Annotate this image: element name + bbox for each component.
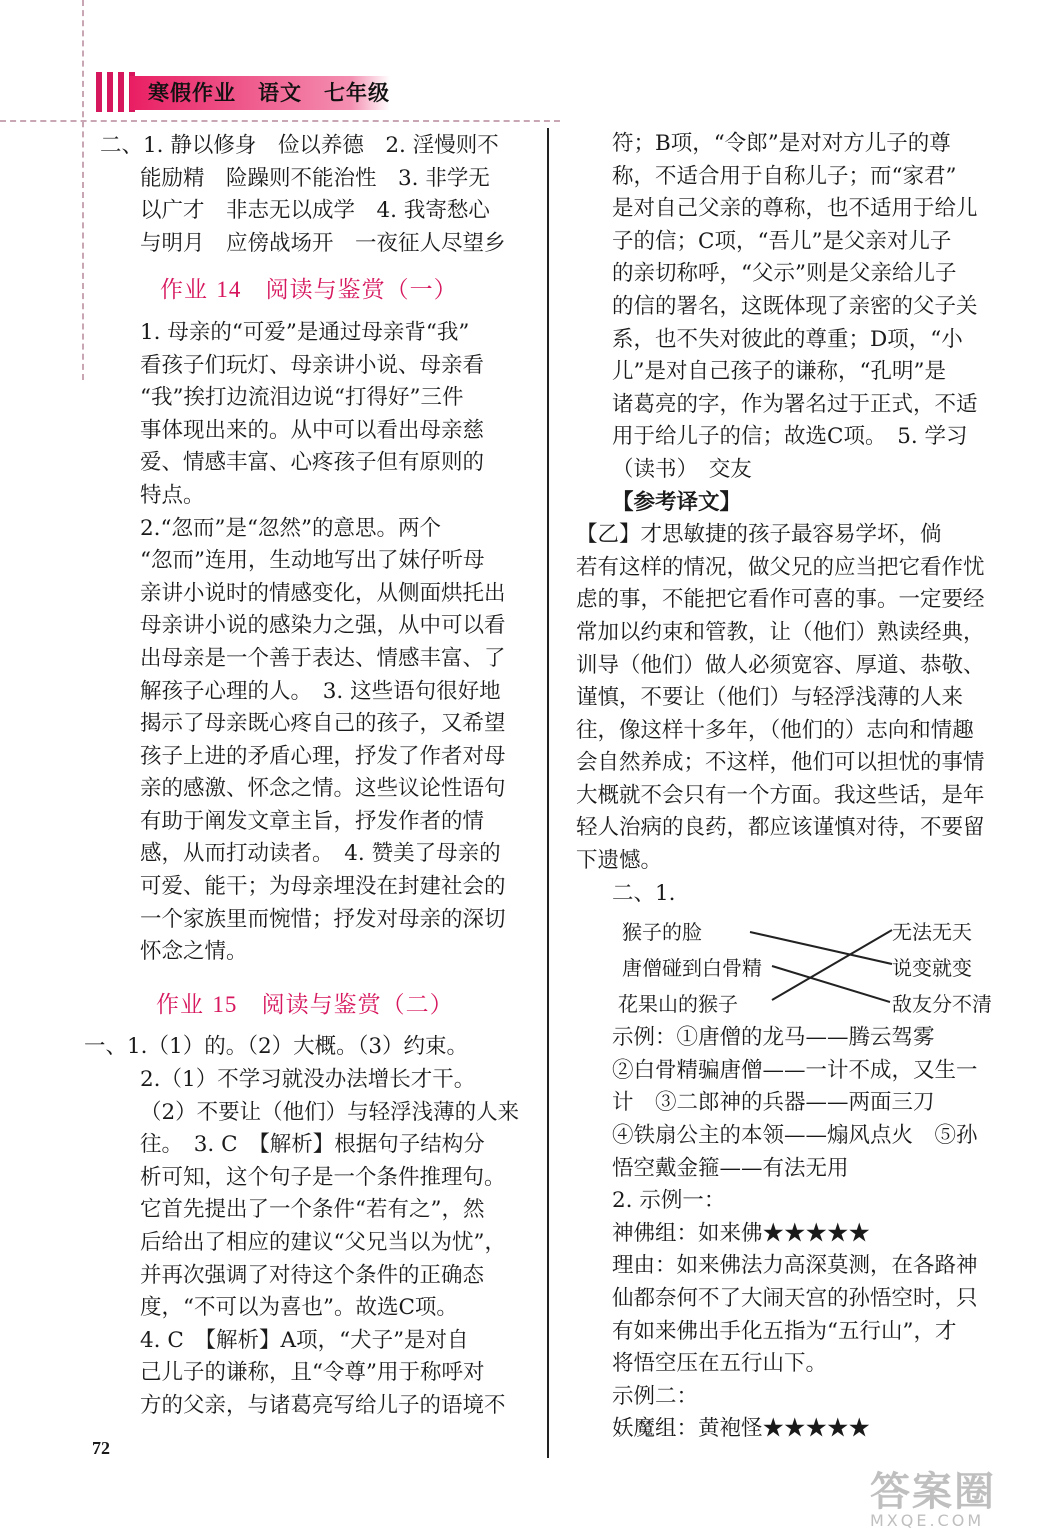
match-left-item: 猴子的脸 [622,920,702,945]
margin-dash-horizontal [0,120,560,122]
text-line: 己儿子的谦称，且“令尊”用于称呼对 [140,1360,485,1386]
text-line: 2.“忽而”是“忽然”的意思。两个 [140,515,441,541]
match-right-item: 无法无天 [892,920,972,945]
text-line: 儿”是对自己孩子的谦称，“孔明”是 [612,359,946,385]
text-line: 揭示了母亲既心疼自己的孩子，又希望 [140,711,506,737]
text-line: 有如来佛出手化五指为“五行山”，才 [612,1318,957,1344]
text-line: 2.（1）不学习就没办法增长才干。 [140,1067,476,1093]
text-line: 的亲切称呼，“父示”则是父亲给儿子 [612,261,957,287]
text-line: 示例二： [612,1383,699,1409]
text-line: 一个家族里而惋惜；抒发对母亲的深切 [140,906,506,932]
continued-answers [612,128,998,487]
right-column [576,128,998,1446]
text-line: （2）不要让（他们）与轻浮浅薄的人来 [140,1099,520,1125]
margin-dash-vertical [82,0,84,380]
left-column [84,130,528,1423]
text-line: 子的信；C项，“吾儿”是父亲对儿子 [612,228,952,254]
text-line: 它首先提出了一个条件“若有之”，然 [140,1197,485,1223]
text-line: 妖魔组：黄袍怪★★★★★ [612,1416,871,1442]
match-right-item: 说变就变 [892,956,972,981]
section-title-hw14 [100,274,528,307]
section-heading: 阅读与鉴赏（一） [265,277,458,304]
text-line: 4. C 【解析】A项，“犬子”是对自 [140,1327,469,1353]
text-line: 2. 示例一： [612,1188,726,1214]
section-heading: 阅读与鉴赏（二） [261,991,454,1018]
text-line: 诸葛亮的字，作为署名过于正式，不适 [612,391,978,417]
text-line: “忽而”连用，生动地写出了妹仔听母 [140,548,485,574]
match-line [750,932,892,964]
hw14-answers [100,317,528,969]
text-line: 系，也不失对彼此的尊重；D项，“小 [612,326,963,352]
text-line: 往。 3. C 【解析】根据句子结构分 [140,1132,485,1158]
match-right-item: 敌友分不清 [892,992,992,1017]
hw15-answers [84,1031,528,1422]
text-line: 孩子上进的矛盾心理，抒发了作者对母 [140,743,506,769]
text-line: 感，从而打动读者。 4. 赞美了母亲的 [140,841,501,867]
reference-translation-title: 【参考译文】 [612,489,742,515]
text-line: 会自然养成；不这样，他们可以担忧的事情 [576,750,985,776]
text-line: 看孩子们玩灯、母亲讲小说、母亲看 [140,352,485,378]
text-line: 二、1. 静以修身 俭以养德 2. 淫慢则不 [100,133,499,158]
text-line: 谨慎，不要让（他们）与轻浮浅薄的人来 [576,685,964,711]
text-line: 用于给儿子的信；故选C项。 5. 学习 [612,424,968,450]
text-line: 可爱、能干；为母亲埋没在封建社会的 [140,874,506,900]
watermark-logo [870,1460,1040,1530]
text-line: 亲的感激、怀念之情。这些议论性语句 [140,776,506,802]
text-line: 析可知，这个句子是一个条件推理句。 [140,1164,506,1190]
header-title: 寒假作业 语文 七年级 [130,76,390,110]
page-number: 72 [92,1438,110,1458]
text-line: 怀念之情。 [140,939,248,965]
text-line: 亲讲小说时的情感变化，从侧面烘托出 [140,580,506,606]
matching-diagram [618,912,998,1022]
text-line: 训导（他们）做人必须宽容、厚道、恭敬、 [576,652,985,678]
text-line: 虑的事，不能把它看作可喜的事。一定要经 [576,587,985,613]
section-title-hw15 [100,989,528,1022]
text-line: 计 ③二郎神的兵器——两面三刀 [612,1090,935,1116]
text-line: 有助于阐发文章主旨，抒发作者的情 [140,808,485,834]
text-line: 后给出了相应的建议“父兄当以为忧”， [140,1230,506,1255]
section-number: 15 [212,991,238,1017]
section-prefix: 作业 [156,991,204,1018]
text-line: 母亲讲小说的感染力之强，从中可以看 [140,613,506,639]
text-line: 将悟空压在五行山下。 [612,1351,828,1377]
text-line: 1. 母亲的“可爱”是通过母亲背“我” [140,319,470,345]
text-line: 方的父亲，与诸葛亮写给儿子的语境不 [140,1392,506,1418]
text-line: 若有这样的情况，做父兄的应当把它看作忧 [576,554,985,580]
column-divider [547,128,549,1458]
text-line: 【乙】才思敏捷的孩子最容易学坏，倘 [576,522,942,548]
text-line: （读书） 交友 [612,456,752,482]
part2-answers [100,130,528,260]
text-line: ④铁扇公主的本领——煽风点火 ⑤孙 [612,1123,978,1149]
text-line: 度，“不可以为喜也”。故选C项。 [140,1295,458,1321]
examples [612,1022,998,1446]
match-left-item: 唐僧碰到白骨精 [622,956,762,981]
text-line: ②白骨精骗唐僧——一计不成，又生一 [612,1057,978,1083]
text-line: 与明月 应傍战场开 一夜征人尽望乡 [140,230,506,256]
text-line: 常加以约束和管教，让（他们）熟读经典， [576,619,985,645]
text-line: 特点。 [140,482,205,508]
text-line: 解孩子心理的人。 3. 这些语句很好地 [140,678,501,704]
watermark-text: 答案圈 [870,1469,996,1515]
text-line: 以广才 非志无以成学 4. 我寄愁心 [140,198,490,224]
part2-label: 二、1. [612,880,676,906]
text-line: 一、1.（1）的。（2）大概。（3）约束。 [84,1034,469,1060]
text-line: 并再次强调了对待这个条件的正确态 [140,1262,485,1288]
section-number: 14 [216,277,242,303]
text-line: 理由：如来佛法力高深莫测，在各路神 [612,1253,978,1279]
text-line: 悟空戴金箍——有法无用 [612,1155,849,1181]
watermark-url: MXQE.COM [870,1511,985,1530]
text-line: 符；B项，“令郎”是对对方儿子的尊 [612,131,951,156]
text-line: 大概就不会只有一个方面。我这些话，是年 [576,782,985,808]
text-line: 称，不适合用于自称儿子；而“家君” [612,163,957,189]
text-line: 仙都奈何不了大闹天宫的孙悟空时，只 [612,1286,978,1311]
text-line: 示例：①唐僧的龙马——腾云驾雾 [612,1025,935,1051]
text-line: 能励精 险躁则不能治性 3. 非学无 [140,165,490,191]
text-line: “我”挨打边流泪边说“打得好”三件 [140,385,464,411]
reference-translation [576,519,998,878]
text-line: 的信的署名，这既体现了亲密的父子关 [612,293,978,319]
text-line: 是对自己父亲的尊称，也不适用于给儿 [612,196,978,222]
section-prefix: 作业 [160,277,208,304]
text-line: 事体现出来的。从中可以看出母亲慈 [140,417,485,443]
text-line: 出母亲是一个善于表达、情感丰富、了 [140,645,506,671]
text-line: 爱、情感丰富、心疼孩子但有原则的 [140,450,485,476]
text-line: 往，像这样十多年，（他们的）志向和情趣 [576,717,974,743]
match-left-item: 花果山的猴子 [618,992,738,1017]
text-line: 轻人治病的良药，都应该谨慎对待，不要留 [576,815,985,841]
match-line [772,966,890,1002]
text-line: 神佛组：如来佛★★★★★ [612,1220,871,1246]
text-line: 下遗憾。 [576,848,663,874]
